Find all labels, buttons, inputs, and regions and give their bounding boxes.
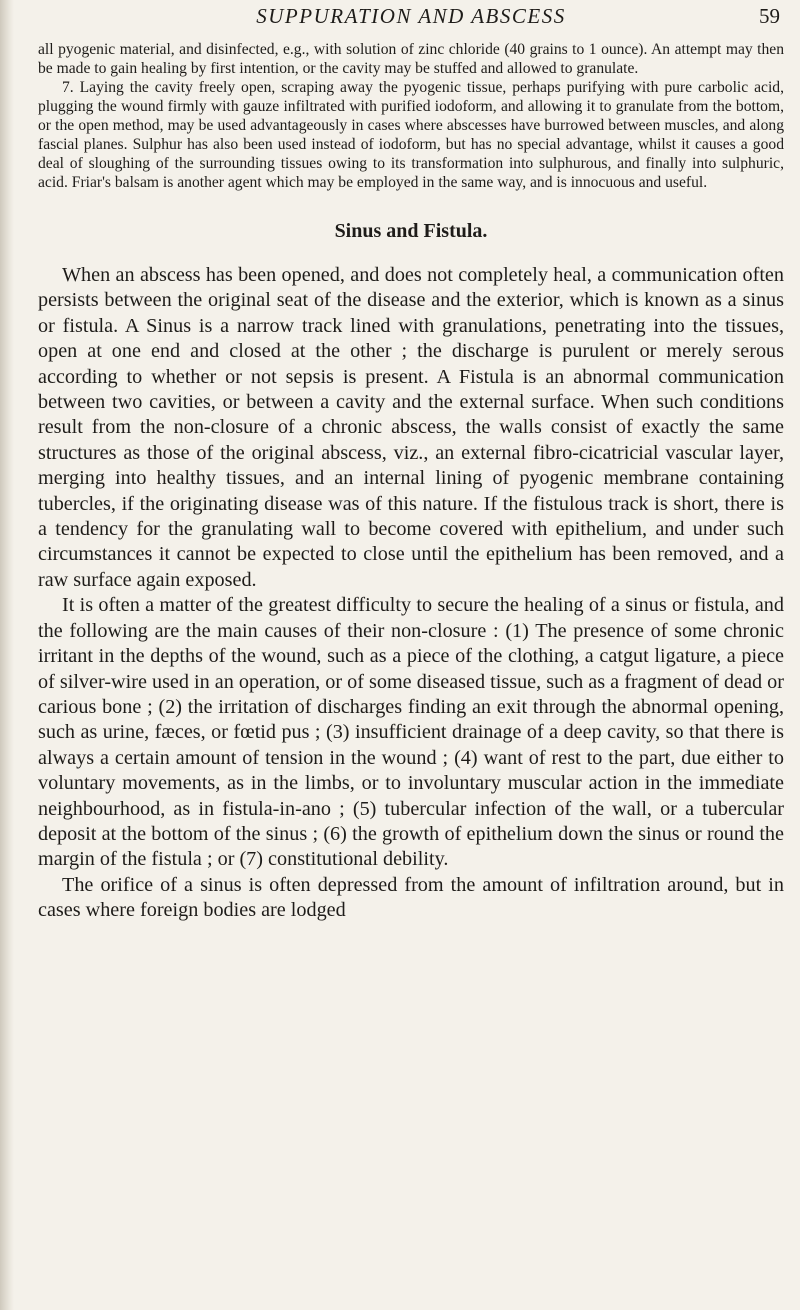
book-page — [38, 0, 784, 924]
paragraph-causes: It is often a matter of the greatest difficulty to secure the healing of a sinus or fistula, and the following are the main causes of their non-closure : (1) The presence of some chronic irritant in the depths of the wound, such as a piece of the clothing, a catgut ligature, a piece of silver-wire used in an operation, or of some diseased tissue, such as a fragment of dead or carious bone ; (2) the irritation of discharges finding an exit through the abnormal opening, such as urine, fæces, or fœtid pus ; (3) insufficient drainage of a deep cavity, so that there is always a certain amount of tension in the wound ; (4) want of rest to the part, due either to voluntary movements, as in the limbs, or to involuntary muscular action in the immediate neighbourhood, as in fistula-in-ano ; (5) tubercular infection of the wall, or a tubercular deposit at the bottom of the sinus ; (6) the growth of epithelium down the sinus or round the margin of the fistula ; or (7) constitutional debility. — [38, 594, 784, 871]
page-number: 59 — [759, 4, 780, 28]
small-print-section — [38, 40, 784, 192]
paragraph-definition: When an abscess has been opened, and does not completely heal, a communication often persists between the original seat of the disease and the exterior, which is known as a sinus or fistula. A Sinus is a narrow track lined with granulations, penetrating into the tissues, open at one end and closed at the other ; the discharge is purulent or merely serous according to whether or not sepsis is present. A Fistula is an abnormal communication between two cavities, or between a cavity and the external surface. When such conditions result from the non-closure of a chronic abscess, the walls consist of exactly the same structures as those of the original abscess, viz., an external fibro-cicatricial vascular layer, merging into healthy tissues, and an internal lining of pyogenic membrane containing tubercles, if the originating disease was of this nature. If the fistulous track is short, there is a tendency for the granulating wall to become covered with epithelium, and under such circumstances it cannot be expected to close until the epithelium has been removed, and a raw surface again exposed. — [38, 264, 784, 591]
main-text — [38, 263, 784, 924]
small-paragraph-method-7: 7. Laying the cavity freely open, scraping away the pyogenic tissue, perhaps purifying with pure carbolic acid, plugging the wound firmly with gauze infiltrated with purified iodoform, and allowing it to granulate from the bottom, or the open method, may be used advantageously in cases where abscesses have burrowed between muscles, and along fascial planes. Sulphur has also been used instead of iodoform, but has no special advantage, whilst it causes a good deal of sloughing of the surrounding tissues owing to its transformation into sulphurous, and finally into sulphuric, acid. Friar's balsam is another agent which may be employed in the same way, and is innocuous and useful. — [38, 79, 784, 191]
section-heading: Sinus and Fistula. — [334, 220, 488, 242]
running-title: SUPPURATION AND ABSCESS — [256, 4, 566, 28]
book-spine-shadow — [0, 0, 14, 1310]
running-head — [38, 0, 784, 40]
paragraph-orifice: The orifice of a sinus is often depressed from the amount of infiltration around, but in cases where foreign bodies are lodged — [38, 873, 784, 922]
small-paragraph-continued: all pyogenic material, and disinfected, e.g., with solution of zinc chloride (40 grains to 1 ounce). An attempt may then be made to gain healing by first intention, or the cavity may be stuffed and allowed to granulate. — [38, 41, 784, 77]
